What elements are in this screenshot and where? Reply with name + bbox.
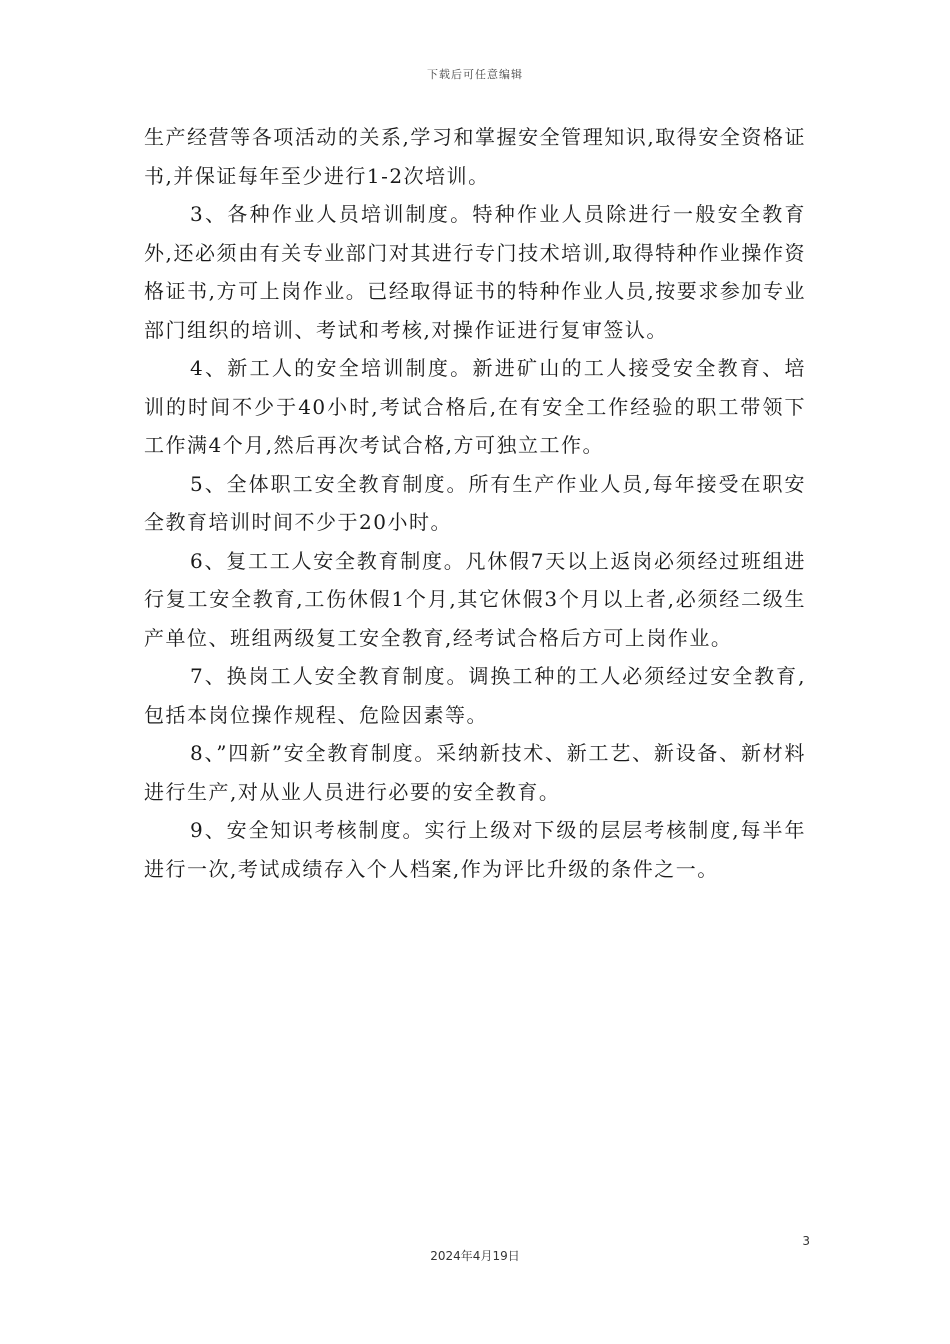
paragraph-item-9: 9、安全知识考核制度。实行上级对下级的层层考核制度,每半年进行一次,考试成绩存入个人档案,作为评比升级的条件之一。: [144, 818, 806, 881]
header-note: 下载后可任意编辑: [427, 68, 523, 81]
paragraph-continuation: 生产经营等各项活动的关系,学习和掌握安全管理知识,取得安全资格证书,并保证每年至少进行1-2次培训。: [144, 125, 806, 188]
paragraph-item-8: 8、”四新”安全教育制度。采纳新技术、新工艺、新设备、新材料进行生产,对从业人员进行必要的安全教育。: [144, 741, 806, 804]
paragraph-item-4: 4、新工人的安全培训制度。新进矿山的工人接受安全教育、培训的时间不少于40小时,考试合格后,在有安全工作经验的职工带领下工作满4个月,然后再次考试合格,方可独立工作。: [144, 356, 806, 457]
paragraph-item-3: 3、各种作业人员培训制度。特种作业人员除进行一般安全教育外,还必须由有关专业部门对其进行专门技术培训,取得特种作业操作资格证书,方可上岗作业。已经取得证书的特种作业人员,按要求参加专业部门组织的培训、考试和考核,对操作证进行复审签认。: [144, 202, 806, 342]
document-body: [144, 118, 806, 888]
paragraph-item-6: 6、复工工人安全教育制度。凡休假7天以上返岗必须经过班组进行复工安全教育,工伤休假1个月,其它休假3个月以上者,必须经二级生产单位、班组两级复工安全教育,经考试合格后方可上岗作业。: [144, 548, 806, 650]
page-number: 3: [802, 1234, 810, 1248]
paragraph-item-7: 7、换岗工人安全教育制度。调换工种的工人必须经过安全教育,包括本岗位操作规程、危险因素等。: [144, 664, 806, 727]
footer-date: 2024年4月19日: [430, 1249, 520, 1263]
paragraph-item-5: 5、全体职工安全教育制度。所有生产作业人员,每年接受在职安全教育培训时间不少于20小时。: [144, 471, 806, 534]
